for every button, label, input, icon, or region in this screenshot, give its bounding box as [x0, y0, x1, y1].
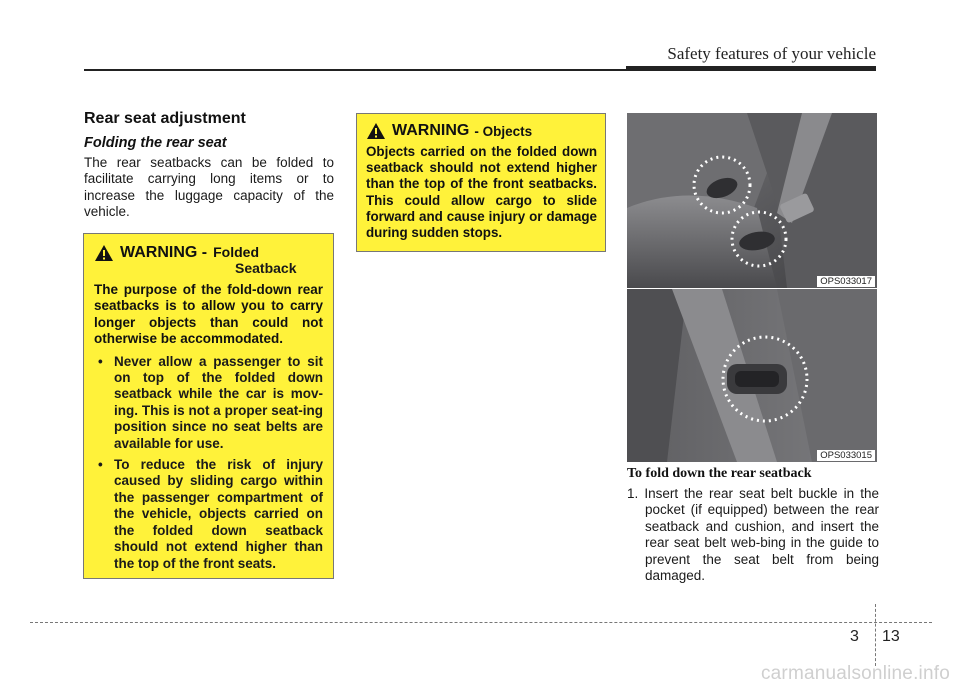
warning-box-objects: [356, 113, 606, 252]
seat-illustration: [627, 113, 877, 288]
warning-subject-line2: Seatback: [235, 260, 297, 276]
warning-subject: - Objects: [474, 124, 533, 139]
warning-bullet: • Never allow a passenger to sit on top of the folded down seatback while the car is mov-ing. This is not a proper seat-ing position since no seat belts are available for use.: [94, 354, 323, 452]
warning-bullets: [94, 354, 323, 572]
belt-guide-illustration: [627, 289, 877, 462]
photo-code: OPS033015: [817, 450, 875, 461]
procedure-title: To fold down the rear seatback: [627, 466, 812, 481]
procedure-step: 1. Insert the rear seat belt buckle in the pocket (if equipped) between the rear seatback and cushion, and insert the rear seat belt web-bing in the guide to prevent the seat belt from being damaged.: [627, 486, 879, 584]
warning-box-folded-seatback: [83, 233, 334, 579]
rear-seat-belt-buckle-photo: [627, 113, 877, 288]
header-rule-tab: [626, 66, 876, 71]
seat-belt-guide-photo: [627, 289, 877, 462]
page-header-title: Safety features of your vehicle: [667, 44, 876, 63]
warning-body: Objects carried on the folded down seatback should not extend higher than the top of the front seatbacks. This could allow cargo to slide forward and cause injury or damage during sudden stops.: [366, 144, 597, 241]
warning-triangle-icon: [366, 122, 386, 140]
watermark: carmanualsonline.info: [760, 663, 950, 684]
section-title: Rear seat adjustment: [84, 110, 246, 127]
warning-bullet: • To reduce the risk of injury caused by sliding cargo within the passenger compartment of the vehicle, objects carried on the folded down seatback should not extend higher than the top of the front seats.: [94, 457, 323, 572]
warning-triangle-icon: [94, 244, 114, 262]
footer-rule: [30, 622, 932, 623]
warning-label: WARNING -: [120, 244, 208, 261]
subsection-title: Folding the rear seat: [84, 135, 227, 151]
page-number: 13: [882, 628, 900, 645]
page-number-divider: [875, 604, 876, 666]
warning-label: WARNING: [392, 122, 470, 139]
warning-body: The purpose of the fold-down rear seatbacks is to allow you to carry longer objects than could not otherwise be accommodated.: [94, 282, 323, 347]
warning-header: [366, 122, 597, 140]
warning-subject-line1: Folded: [213, 244, 259, 260]
photo-code: OPS033017: [817, 276, 875, 287]
chapter-number: 3: [850, 628, 859, 645]
intro-paragraph: The rear seatbacks can be folded to facilitate carrying long items or to increase the luggage capacity of the vehicle.: [84, 155, 334, 220]
